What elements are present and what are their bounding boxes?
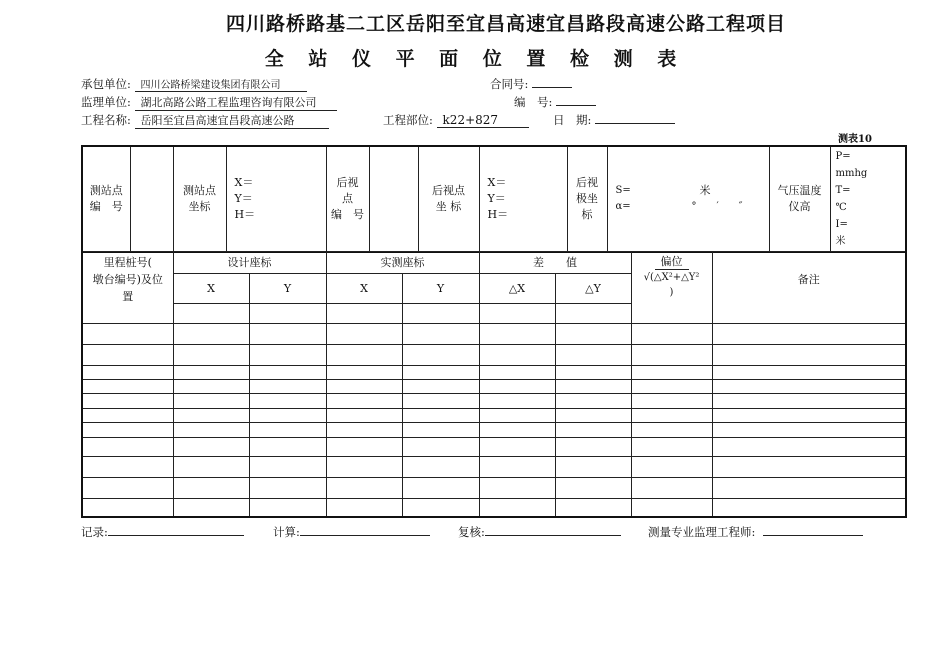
polar-values-cell[interactable] (607, 146, 769, 252)
measured-x-header: X (326, 274, 402, 304)
azimuth-units: ° ′ ″ (691, 201, 743, 212)
review-label: 复核: (458, 525, 485, 539)
project-title: 四川路桥路基二工区岳阳至宜昌高速宜昌路段高速公路工程项目 (225, 13, 786, 35)
form-number: 测表10 (838, 134, 872, 145)
engineer-signature (648, 524, 863, 540)
table-cell[interactable] (249, 304, 326, 324)
station-info-table (81, 145, 907, 253)
contract-no-row (490, 76, 572, 92)
location-label: 工程部位: (383, 113, 433, 127)
remarks-header: 备注 (712, 252, 906, 324)
weather-values[interactable]: P= mmhg T= ℃ I= 米 (830, 146, 906, 252)
table-row (82, 438, 906, 457)
station-coord-label: 测站点 坐标 (173, 146, 226, 252)
measurement-table (81, 251, 907, 518)
table-row (82, 394, 906, 409)
mileage-header: 里程桩号( 墩台编号)及位 置 (82, 252, 173, 324)
table-row (82, 366, 906, 380)
station-number-cell[interactable] (130, 146, 173, 252)
engineer-blank[interactable] (763, 535, 863, 536)
supervisor-label: 监理单位: (81, 95, 131, 109)
calc-label: 计算: (273, 525, 300, 539)
number-blank (556, 105, 596, 106)
number-row (514, 94, 596, 110)
table-cell[interactable] (479, 304, 555, 324)
distance-row (616, 183, 769, 199)
record-label: 记录: (81, 525, 108, 539)
deviation-header (631, 252, 712, 324)
delta-y-header: △Y (555, 274, 631, 304)
project-name-value: 岳阳至宜昌高速宜昌段高速公路 (135, 112, 329, 129)
record-blank[interactable] (108, 535, 244, 536)
azimuth-label: α= (615, 201, 631, 212)
project-name-row (81, 112, 329, 129)
table-row (82, 478, 906, 499)
contract-no-blank (532, 87, 572, 88)
date-row (553, 112, 675, 128)
contractor-row (81, 76, 307, 92)
table-row (82, 409, 906, 423)
form-title: 全 站 仪 平 面 位 置 检 测 表 (264, 48, 686, 70)
date-label: 日 期: (553, 113, 592, 127)
project-name-label: 工程名称: (81, 113, 131, 127)
date-blank (595, 123, 675, 124)
engineer-label: 测量专业监理工程师: (648, 525, 756, 539)
distance-unit: 米 (699, 184, 711, 197)
station-number-label: 测站点 编 号 (82, 146, 130, 252)
design-y-header: Y (249, 274, 326, 304)
location-value: k22+827 (437, 113, 529, 128)
backsight-number-cell[interactable] (369, 146, 418, 252)
table-row (82, 423, 906, 438)
review-blank[interactable] (485, 535, 621, 536)
location-row (383, 112, 529, 128)
deviation-formula: √(△X²+△Y² ) (643, 272, 700, 298)
design-x-header: X (173, 274, 249, 304)
contractor-label: 承包单位: (81, 77, 131, 91)
supervisor-value: 湖北高路公路工程监理咨询有限公司 (135, 94, 337, 111)
design-coord-header: 设计座标 (173, 252, 326, 274)
calc-signature (273, 524, 430, 540)
review-signature (458, 524, 621, 540)
station-coord-xyz[interactable]: X＝ Y＝ H＝ (226, 146, 326, 252)
contractor-value: 四川公路桥梁建设集团有限公司 (135, 76, 307, 92)
measured-coord-header: 实测座标 (326, 252, 479, 274)
azimuth-row (616, 199, 769, 215)
table-row (82, 457, 906, 478)
table-cell[interactable] (402, 304, 479, 324)
deviation-label: 偏位 (655, 254, 689, 270)
backsight-coord-label: 后视点 坐 标 (418, 146, 479, 252)
delta-x-header: △X (479, 274, 555, 304)
supervisor-row (81, 94, 337, 111)
table-row (82, 324, 906, 345)
table-cell[interactable] (173, 304, 249, 324)
table-cell[interactable] (326, 304, 402, 324)
backsight-number-label: 后视 点 编 号 (326, 146, 369, 252)
table-row (82, 345, 906, 366)
table-row (82, 499, 906, 517)
backsight-polar-label: 后视 极坐 标 (567, 146, 607, 252)
backsight-coord-xyz[interactable]: X＝ Y＝ H＝ (479, 146, 567, 252)
table-row (82, 380, 906, 394)
number-label: 编 号: (514, 95, 553, 109)
measured-y-header: Y (402, 274, 479, 304)
weather-label: 气压温度 仪高 (769, 146, 830, 252)
contract-no-label: 合同号: (490, 77, 529, 91)
table-cell[interactable] (555, 304, 631, 324)
record-signature (81, 524, 244, 540)
distance-label: S= (615, 185, 631, 196)
difference-header: 差 值 (479, 252, 631, 274)
calc-blank[interactable] (300, 535, 430, 536)
